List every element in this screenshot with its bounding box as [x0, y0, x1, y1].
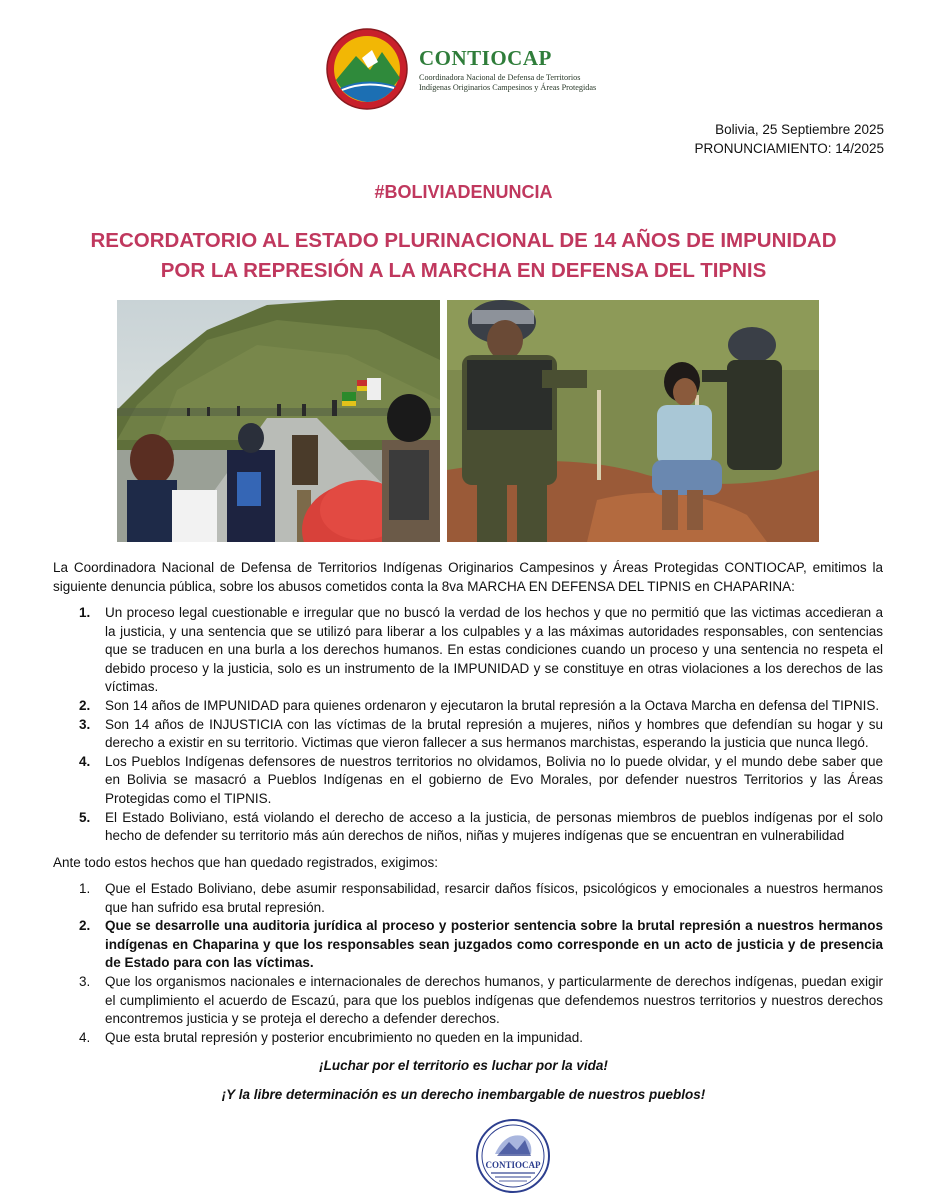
org-name: CONTIOCAP	[419, 46, 552, 70]
list-item-text: Que se desarrolle una auditoria jurídica al proceso y posterior sentencia sobre la brutal represión a nuestros hermanos indígenas en Chaparina y que los responsables sean juzgados como corresponde en un acto de justicia y de presencia de Estado para con las víctimas.	[105, 918, 883, 971]
dateline	[694, 120, 884, 158]
list-number: 2.	[79, 918, 91, 934]
list-item-text: Que esta brutal represión y posterior encubrimiento no queden en la impunidad.	[105, 1029, 584, 1045]
intro-paragraph: La Coordinadora Nacional de Defensa de Territorios Indígenas Originarios Campesinos y Áreas Protegidas CONTIOCAP, emitimos la siguiente denuncia pública, sobre los abusos cometidos conta la 8va MARCHA EN DEFENSA DEL TIPNIS en CHAPARINA:	[53, 560, 883, 594]
org-subtitle	[419, 73, 596, 93]
list-number: 2.	[79, 697, 91, 713]
slogan-territory: ¡Luchar por el territorio es luchar por la vida!	[319, 1058, 608, 1073]
contiocap-seal-icon	[475, 1118, 551, 1194]
repression-photo	[447, 300, 819, 542]
list-item	[53, 753, 883, 809]
list-item	[53, 697, 883, 716]
list-item	[53, 809, 883, 846]
list-number: 5.	[79, 809, 91, 825]
seal-text: CONTIOCAP	[485, 1160, 541, 1170]
abuses-list	[53, 604, 883, 846]
list-item-text: Que los organismos nacionales e internacionales de derechos humanos, y particularmente de derechos indígenas, puedan exigir el cumplimiento el acuerdo de Escazú, para que los pueblos indígenas que defendemos nuestros territorios y nuestros derechos encontremos justicia y se proteja el derecho a defender derechos.	[105, 973, 883, 1027]
org-subtitle-line1: Coordinadora Nacional de Defensa de Territorios	[419, 73, 581, 82]
org-logo	[326, 28, 597, 110]
list-item	[53, 917, 883, 973]
slogan-self-determination: ¡Y la libre determinación es un derecho inembargable de nuestros pueblos!	[221, 1087, 706, 1102]
list-number: 4.	[79, 753, 91, 769]
org-subtitle-line2: Indígenas Originarios Campesinos y Áreas Protegidas	[419, 83, 597, 92]
list-number: 3.	[79, 973, 91, 989]
list-item-text: El Estado Boliviano, está violando el derecho de acceso a la justicia, de personas miembros de pueblos indígenas por el solo hecho de defender su territorio más aún derechos de niños, niñas y mujeres indígenas que se encuentran en vulnerabilidad	[105, 809, 883, 844]
list-item-text: Son 14 años de IMPUNIDAD para quienes ordenaron y ejecutaron la brutal represión a la Octava Marcha en defensa del TIPNIS.	[105, 697, 880, 713]
list-item-text: Que el Estado Boliviano, debe asumir responsabilidad, resarcir daños físicos, psicológicos y emocionales a nuestros hermanos que han sufrido esa brutal represión.	[105, 881, 883, 915]
list-item-text: Son 14 años de INJUSTICIA con las víctimas de la brutal represión a mujeres, niños y hombres que defendían su hogar y su derecho a existir en su territorio. Victimas que vieron fallecer a sus hermanos marchistas, esperando la justicia que nunca llegó.	[105, 716, 883, 751]
demands-intro: Ante todo estos hechos que han quedado registrados, exigimos:	[53, 855, 439, 870]
list-item-text: Un proceso legal cuestionable e irregular que no buscó la verdad de los hechos y que no permitió que las victimas accedieran a la justicia, y una sentencia que se utilizó para liberar a los culpables y a las máximas autoridades responsables, con sentencias que se traducen en una burla a los derechos humanos. En estas condiciones cuando un proceso y una sentencia no respeta el debido proceso y la justicia, solo es un instrumento de la IMPUNIDAD y se constituye en otras violaciones a los derechos de las víctimas.	[105, 605, 883, 695]
list-number: 1.	[79, 881, 91, 896]
list-number: 1.	[79, 605, 91, 620]
page-title	[40, 226, 887, 286]
list-item	[53, 716, 883, 753]
title-line-2: POR LA REPRESIÓN A LA MARCHA EN DEFENSA DEL TIPNIS	[160, 259, 767, 282]
march-photo	[117, 300, 440, 542]
pronouncement-number: PRONUNCIAMIENTO: 14/2025	[694, 141, 884, 156]
list-item	[53, 880, 883, 917]
demands-list	[53, 880, 883, 1047]
hashtag: #BOLIVIADENUNCIA	[374, 182, 553, 202]
list-item	[53, 604, 883, 697]
list-item	[53, 1029, 883, 1048]
title-line-1: RECORDATORIO AL ESTADO PLURINACIONAL DE 14 AÑOS DE IMPUNIDAD	[90, 229, 837, 252]
list-item	[53, 973, 883, 1029]
list-number: 4.	[79, 1029, 91, 1045]
list-item-text: Los Pueblos Indígenas defensores de nuestros territorios no olvidamos, Bolivia no lo puede olvidar, y el mundo debe saber que en Bolivia se masacró a Pueblos Indígenas en el gobierno de Evo Morales, por defender nuestros Territorios y las Áreas Protegidas como el TIPNIS.	[105, 753, 883, 806]
contiocap-emblem-icon	[326, 28, 408, 110]
place-date: Bolivia, 25 Septiembre 2025	[715, 122, 884, 137]
list-number: 3.	[79, 716, 91, 732]
